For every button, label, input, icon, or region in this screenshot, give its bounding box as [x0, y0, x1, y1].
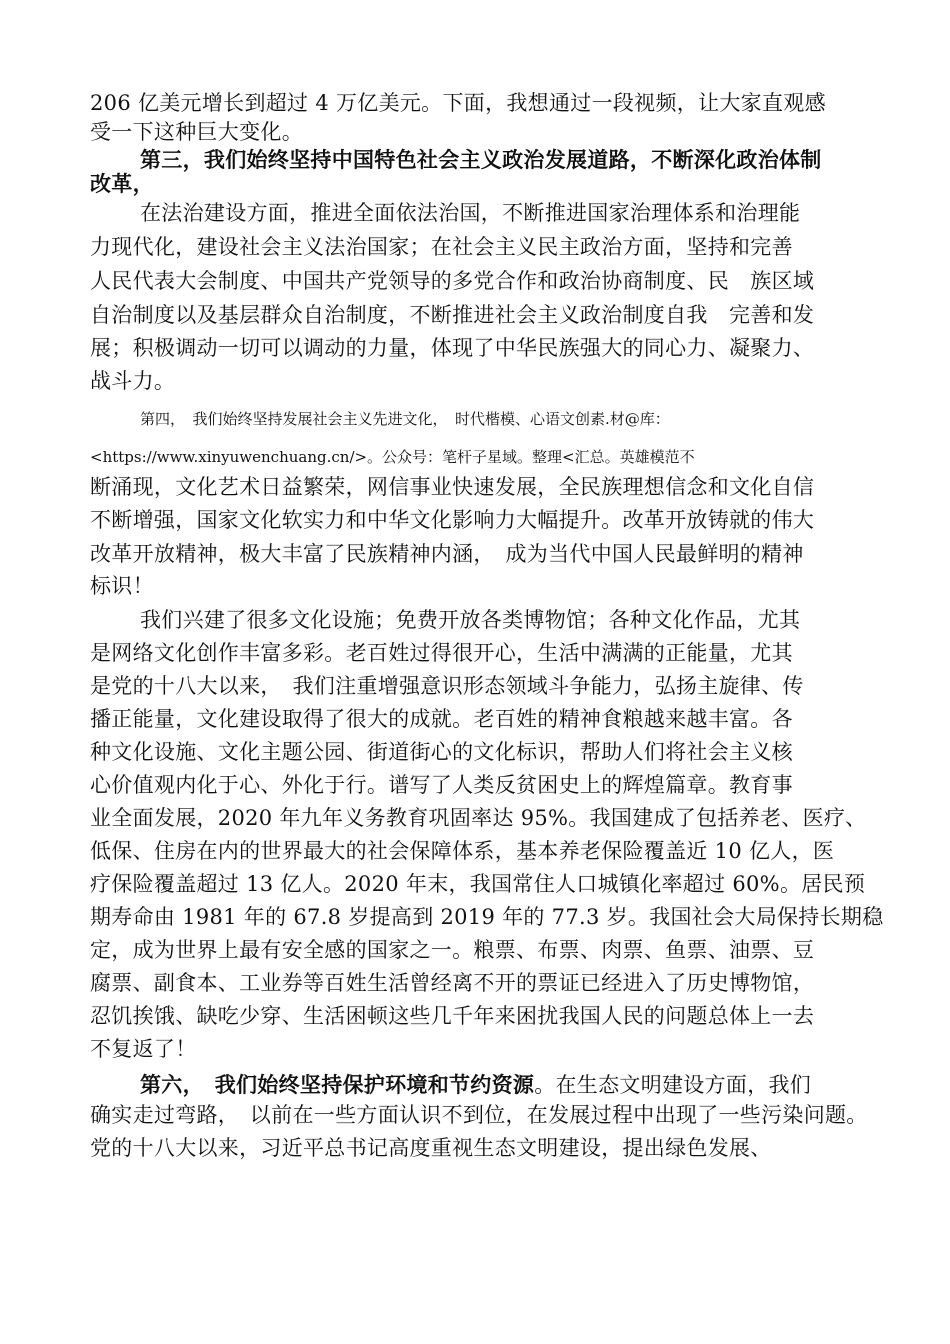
text-line: 改革开放精神，极大丰富了民族精神内涵， 成为当代中国人民最鲜明的精神 — [90, 542, 804, 566]
text-line: 展；积极调动一切可以调动的力量，体现了中华民族强大的同心力、凝聚力、 — [90, 336, 815, 360]
text-line: 定，成为世界上最有安全感的国家之一。粮票、布票、肉票、鱼票、油票、豆 — [90, 938, 815, 962]
text-line: 206 亿美元增长到超过 4 万亿美元。下面，我想通过一段视频，让大家直观感 — [90, 91, 826, 115]
text-line: 是网络文化创作丰富多彩。老百姓过得很开心，生活中满满的正能量，尤其 — [90, 641, 793, 665]
text-line: 在法治建设方面，推进全面依法治国，不断推进国家治理体系和治理能 — [140, 201, 801, 225]
text-line: 战斗力。 — [90, 369, 176, 393]
text-line: 力现代化，建设社会主义法治国家；在社会主义民主政治方面，坚持和完善 — [90, 235, 793, 259]
section-heading: 第六， 我们始终坚持保护环境和节约资源 — [140, 1073, 535, 1097]
text-line: 种文化设施、文化主题公园、街道街心的文化标识，帮助人们将社会主义核 — [90, 740, 793, 764]
text-line: 忍饥挨饿、缺吃少穿、生活困顿这些几千年来困扰我国人民的问题总体上一去 — [90, 1004, 815, 1028]
text-line: 业全面发展，2020 年九年义务教育巩固率达 95%。我国建成了包括养老、医疗、 — [90, 806, 867, 830]
text-line: 不断增强，国家文化软实力和中华文化影响力大幅提升。改革开放铸就的伟大 — [90, 508, 815, 532]
section-heading-line — [140, 1070, 811, 1100]
text-line: 自治制度以及基层群众自治制度，不断推进社会主义政治制度自我 完善和发 — [90, 303, 815, 327]
section-heading: 改革， — [90, 172, 154, 196]
text-line: 确实走过弯路， 以前在一些方面认识不到位，在发展过程中出现了一些污染问题。 — [90, 1103, 868, 1127]
text-line: 我们兴建了很多文化设施；免费开放各类博物馆；各种文化作品，尤其 — [140, 608, 801, 632]
text-line: 播正能量，文化建设取得了很大的成就。老百姓的精神食粮越来越丰富。各 — [90, 707, 793, 731]
text-line: 是党的十八大以来， 我们注重增强意识形态领域斗争能力，弘扬主旋律、传 — [90, 674, 804, 698]
text-line: 低保、住房在内的世界最大的社会保障体系，基本养老保险覆盖近 10 亿人，医 — [90, 839, 835, 863]
text-line: 标识！ — [90, 574, 154, 598]
text-line: 受一下这种巨大变化。 — [90, 120, 303, 144]
text-line: 疗保险覆盖超过 13 亿人。2020 年末，我国常住人口城镇化率超过 60%。居民预 — [90, 872, 866, 896]
small-text-line: 第四， 我们始终坚持发展社会主义先进文化， 时代楷模、心语文创素.材@库： — [140, 410, 670, 428]
text-line: 断涌现，文化艺术日益繁荣，网信事业快速发展，全民族理想信念和文化自信 — [90, 475, 815, 499]
text-line: 人民代表大会制度、中国共产党领导的多党合作和政治协商制度、民 族区域 — [90, 269, 815, 293]
text-line: 心价值观内化于心、外化于行。谱写了人类反贫困史上的辉煌篇章。教育事 — [90, 773, 793, 797]
text-line: 期寿命由 1981 年的 67.8 岁提高到 2019 年的 77.3 岁。我国社会大局保持长期稳 — [90, 905, 884, 929]
small-text-line: <https://www.xinyuwenchuang.cn/>。公众号：笔杆子星域。整理<汇总。英雄模范不 — [90, 448, 695, 466]
text-span: 。在生态文明建设方面，我们 — [534, 1073, 812, 1097]
section-heading: 第三，我们始终坚持中国特色社会主义政治发展道路，不断深化政治体制 — [140, 148, 822, 172]
text-line: 党的十八大以来，习近平总书记高度重视生态文明建设，提出绿色发展、 — [90, 1136, 772, 1160]
text-line: 不复返了！ — [90, 1037, 197, 1061]
text-line: 腐票、副食本、工业券等百姓生活曾经离不开的票证已经进入了历史博物馆， — [90, 971, 815, 995]
